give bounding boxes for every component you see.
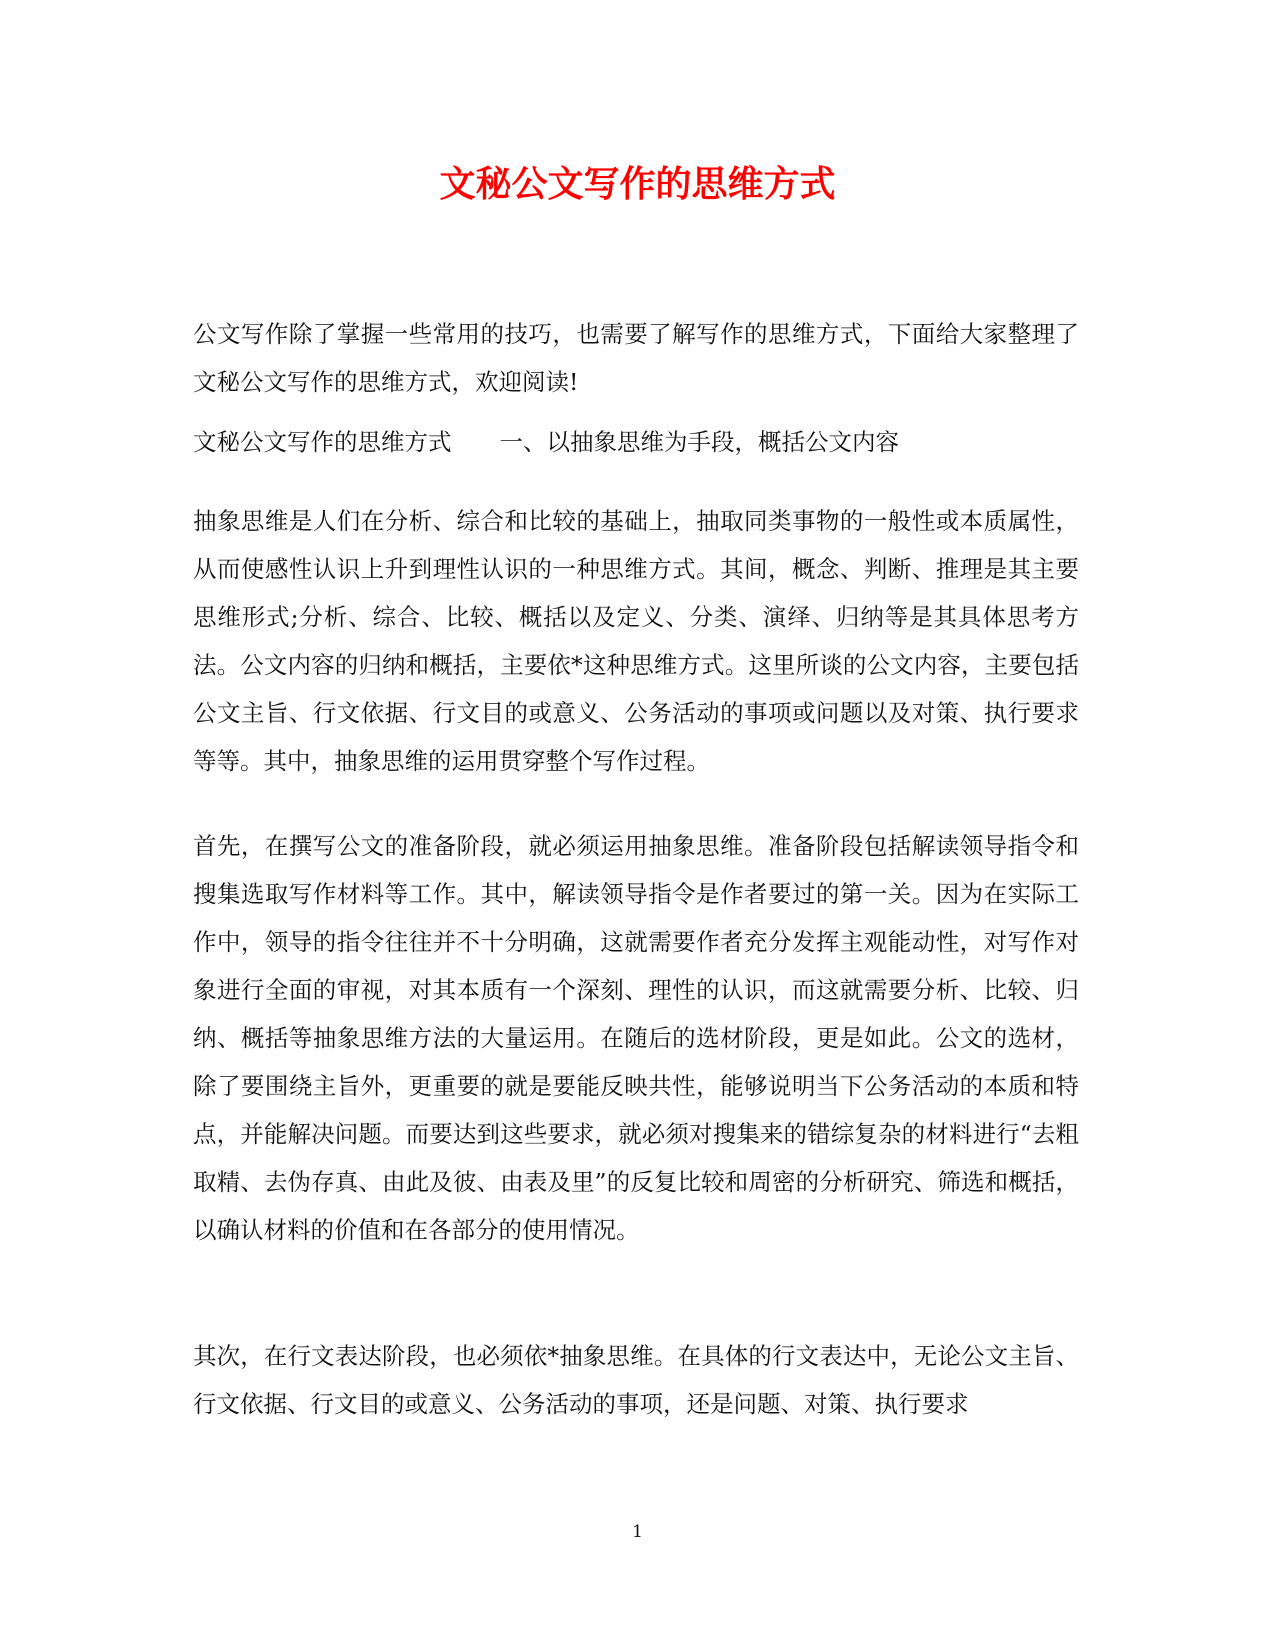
intro-paragraph: 公文写作除了掌握一些常用的技巧，也需要了解写作的思维方式，下面给大家整理了文秘公文写作的思维方式，欢迎阅读! [193, 320, 1079, 396]
section-heading-right: 一、以抽象思维为手段，概括公文内容 [499, 428, 899, 456]
section-heading [193, 418, 1079, 466]
section-heading-left: 文秘公文写作的思维方式 [193, 428, 452, 456]
paragraph-expression-stage: 其次，在行文表达阶段，也必须依*抽象思维。在具体的行文表达中，无论公文主旨、行文依据、行文目的或意义、公务活动的事项，还是问题、对策、执行要求 [193, 1342, 1079, 1418]
page-number: 1 [632, 1522, 643, 1542]
paragraph-preparation-stage: 首先，在撰写公文的准备阶段，就必须运用抽象思维。准备阶段包括解读领导指令和搜集选取写作材料等工作。其中，解读领导指令是作者要过的第一关。因为在实际工作中，领导的指令往往并不十分明确，这就需要作者充分发挥主观能动性，对写作对象进行全面的审视，对其本质有一个深刻、理性的认识，而这就需要分析、比较、归纳、概括等抽象思维方法的大量运用。在随后的选材阶段，更是如此。公文的选材，除了要围绕主旨外，更重要的就是要能反映共性，能够说明当下公务活动的本质和特点，并能解决问题。而要达到这些要求，就必须对搜集来的错综复杂的材料进行“去粗取精、去伪存真、由此及彼、由表及里”的反复比较和周密的分析研究、筛选和概括，以确认材料的价值和在各部分的使用情况。 [193, 832, 1079, 1244]
document-title: 文秘公文写作的思维方式 [439, 163, 836, 205]
paragraph-abstract-thinking: 抽象思维是人们在分析、综合和比较的基础上，抽取同类事物的一般性或本质属性，从而使感性认识上升到理性认识的一种思维方式。其间，概念、判断、推理是其主要思维形式;分析、综合、比较、概括以及定义、分类、演绎、归纳等是其具体思考方法。公文内容的归纳和概括，主要依*这种思维方式。这里所谈的公文内容，主要包括公文主旨、行文依据、行文目的或意义、公务活动的事项或问题以及对策、执行要求等等。其中，抽象思维的运用贯穿整个写作过程。 [193, 507, 1079, 775]
